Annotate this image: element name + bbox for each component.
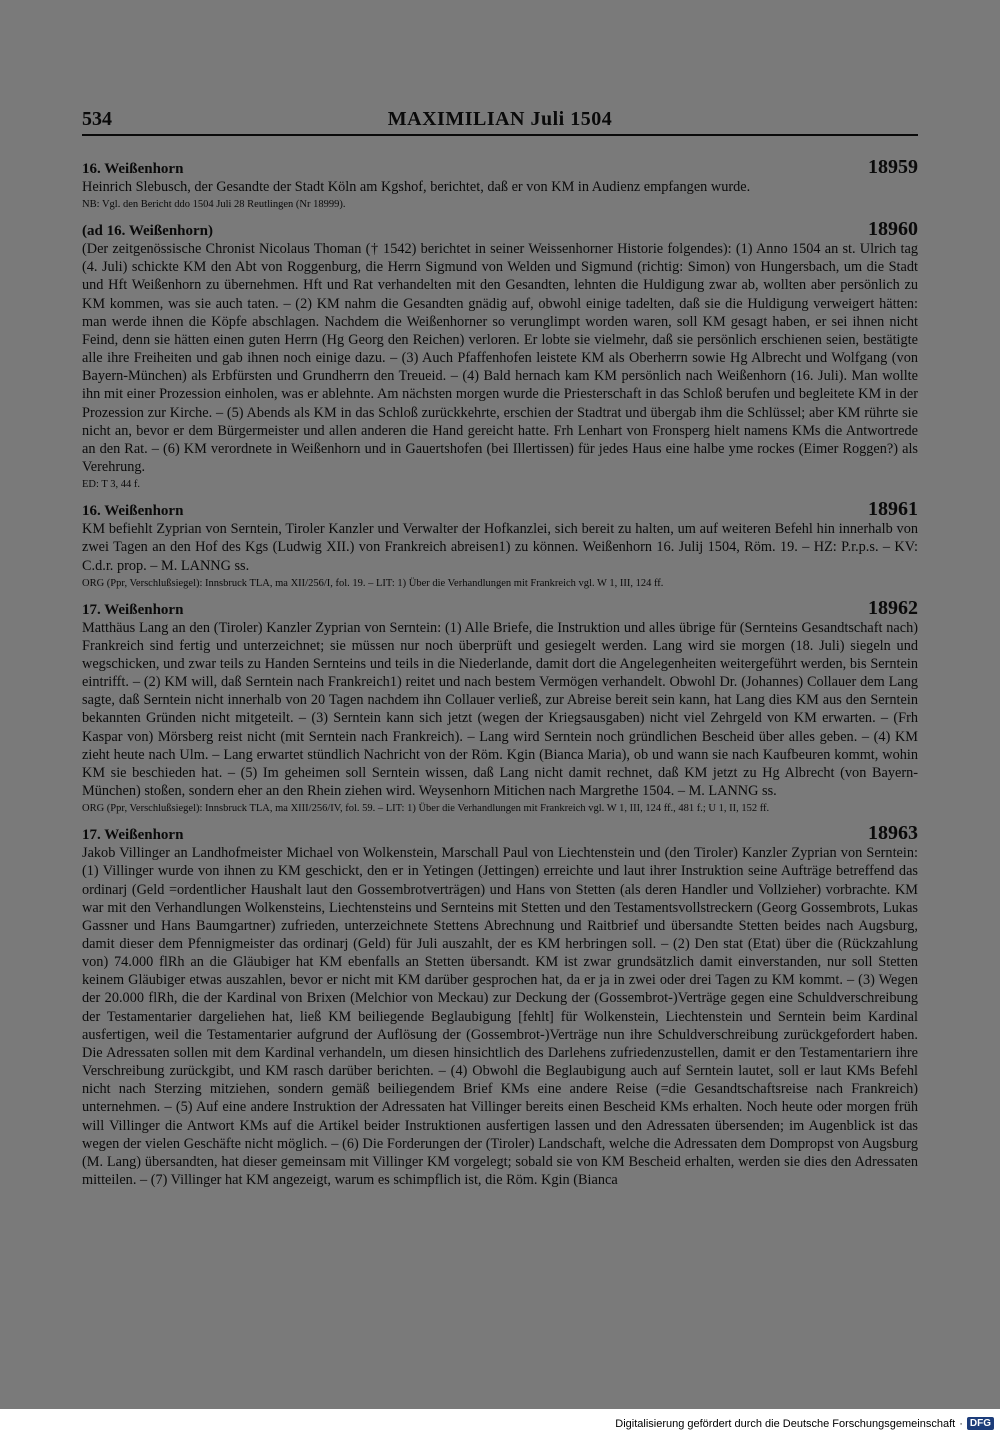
entry-note: ED: T 3, 44 f. — [82, 479, 140, 491]
entry-header — [82, 220, 918, 240]
entries-column — [82, 158, 918, 1197]
entry-date: 17. Weißenhorn — [82, 827, 184, 844]
entry-body: Jakob Villinger an Landhofmeister Michael von Wolkenstein, Marschall Paul von Liechtenstein und (den Tiroler) Kanzler Zyprian von Serntein: (1) Villinger wurde von ihnen zu KM geschickt, den er in Yetingen (Jettingen) erreichte und laut ihrer Instruktion seine Aufträge betreffend das ordinarj (Geld =ordentlicher Haushalt laut den Gossembrotverträgen) und Hans von Stetten (als deren Handler und Vollzieher) vorbrachte. KM war mit den Verhandlungen Wolkensteins, Liechtensteins und Sernteins mit Stetten und den Testamentsvollstreckern (Georg Gossembrots, Lukas Gassner und Hans Baumgartner) zufrieden, unterzeichnete Stettens Abrechnung und Raitbrief und übersandte Stetten beides nach Augsburg, damit dieser dem Pfennigmeister das ordinarj (Geld) für Juli auszahlt, der es KM herbringen soll. – (2) Den stat (Etat) über die (Rückzahlung von) 74.000 flRh an die Gläubiger hat KM ebenfalls an Stetten übersandt. KM ist zwar grundsätzlich damit einverstanden, nur soll Stetten keinem Gläubiger etwas auszahlen, bevor er nicht mit KM darüber gesprochen hat, da er ja in zwei oder drei Tagen zu KM kommt. – (3) Wegen der 20.000 flRh, die der Kardinal von Brixen (Melchior von Meckau) zur Deckung der (Gossembrot-)Verträge gegen eine Schuldverschreibung der Testamentarier dargeliehen hat, ließ KM beiliegende Beglaubigung [fehlt] für Wolkenstein, Liechtenstein und Serntein beim Kardinal ausfertigen, weil die Testamentarier aufgrund der Auflösung der (Gossembrot-)Verträge nun ihre Schuldverschreibung zurückgefordert haben. Die Adressaten sollen mit dem Kardinal verhandeln, um diesen hinsichtlich des Darlehens zufriedenzustellen, damit er den Testamentariern ihre Verschreibung zurückgibt, und KM rasch darüber berichten. – (4) Obwohl die Beglaubigung auch auf Serntein lautet, soll er laut KMs Befehl nicht nach Sterzing mitziehen, sondern gemäß beiliegendem Brief KMs eine andere Reise (=die Gesandtschaftsreise nach Frankreich) unternehmen. – (5) Auf eine andere Instruktion der Adressaten hat Villinger bereits einen Bescheid KMs erhalten. Noch heute oder morgen früh will Villinger die Antwort KMs auf die Artikel beider Instruktionen ausfertigen lassen und den Adressaten übersenden; im Augenblick ist das wegen der vielen Geschäfte nicht möglich. – (6) Die Forderungen der (Tiroler) Landschaft, welche die Adressaten dem Dompropst von Augsburg (M. Lang) übersandten, hat dieser gemeinsam mit Villinger KM vorgelegt; sobald sie von KM Bescheid erhalten, werden sie dies den Adressaten mitteilen. – (7) Villinger hat KM angezeigt, warum es schimpflich ist, die Röm. Kgin (Bianca — [82, 845, 918, 1189]
entry-date: 16. Weißenhorn — [82, 161, 184, 177]
page-number: 534 — [82, 108, 112, 130]
entry-18963 — [82, 824, 918, 1189]
entry-number: 18960 — [868, 218, 918, 241]
entry-date: 17. Weißenhorn — [82, 601, 184, 618]
page-header — [82, 108, 918, 134]
header-rule — [82, 134, 918, 136]
entry-18960 — [82, 220, 918, 492]
entry-note: ORG (Ppr, Verschlußsiegel): Innsbruck TLA, ma XII/256/I, fol. 19. – LIT: 1) Über die Verhandlungen mit Frankreich vgl. W 1, III, 124 ff. — [82, 577, 664, 589]
entry-header — [82, 158, 918, 178]
dfg-logo-icon: DFG — [967, 1417, 994, 1430]
entry-header — [82, 824, 918, 844]
entry-number: 18962 — [868, 596, 918, 619]
entry-18959 — [82, 158, 918, 212]
entry-date: 16. Weißenhorn — [82, 503, 184, 520]
dfg-footer: Digitalisierung gefördert durch die Deutsche Forschungsgemeinschaft · DFG — [615, 1417, 994, 1430]
entry-body: (Der zeitgenössische Chronist Nicolaus Thoman († 1542) berichtet in seiner Weissenhorner Historie folgendes): (1) Anno 1504 an st. Ulrich tag (4. Juli) schickte KM den Abt von Roggenburg, die Herrn Sigmund von Welden und Sigmund (richtig: Simon) von Hungersbach, um die Stadt und Hft Weißenhorn zu übernehmen. Hft und Rat verhandelten mit den Gesandten, lehnten die Huldigung zwar ab, wollten aber persönlich zu KM kommen, was sie auch taten. – (2) KM nahm die Gesandten gnädig auf, obwohl einige tadelten, daß sie die Huldigung verweigert hätten: man werde ihnen die Köpfe abschlagen. Nachdem die Weißenhorner so verunglimpt worden waren, soll KM gesagt haben, er sei ihnen nicht Feind, denn sie hätten einen guten Herrn (Hg Georg den Reichen) verloren. Er lobte sie vielmehr, daß sie persönlich erschienen seien, bestätigte alle ihre Freiheiten und gab ihnen noch einige dazu. – (3) Auch Pfaffenhofen leistete KM als Oberherrn sowie Hg Albrecht und Wolfgang (von Bayern-München) als Erbfürsten und Grundherrn den Treueid. – (4) Bald hernach kam KM persönlich nach Weißenhorn (16. Juli). Man wollte ihn mit einer Prozession einholen, was er ablehnte. Am nächsten morgen wurde die Priesterschaft in das Schloß berufen und begleitete KM in der Prozession zur Kirche. – (5) Abends als KM in das Schloß zurückkehrte, erschien der Stadtrat und übergab ihm die Schlüssel; aber KM rührte sie nicht an, bevor er dem Bürgermeister und allen anderen die Hand gereicht hatte. Frh Lenhart von Fronsperg hielt namens KMs die Antwortrede an den Rat. – (6) KM verordnete in Weißenhorn und in Gauertshofen (bei Illertissen) für jedes Haus eine halbe yme rockes (Eimer Roggen?) als Verehrung. — [82, 241, 918, 476]
entry-body: Matthäus Lang an den (Tiroler) Kanzler Zyprian von Serntein: (1) Alle Briefe, die Instruktion und alles übrige für (Sernteins Gesandtschaft nach) Frankreich sind fertig und unterzeichnet; sie müssen nur noch überprüft und gesiegelt werden. Lang wird sie morgen (18. Juli) siegeln und wegschicken, und zwar teils zu Handen Sernteins und teils in die Niederlande, damit dort die Angelegenheiten weitergeführt werden, bis Serntein eintrifft. – (2) KM will, daß Serntein nach Frankreich1) reitet und nach bestem Vermögen verhandelt. Obwohl Dr. (Johannes) Collauer dem Lang sagte, daß Serntein nicht innerhalb von 20 Tagen nachdem ihn Collauer verließ, zur Abreise bereit sein kann, hat Lang dies KM aus den Serntein bekannten Gründen nicht mitgeteilt. – (3) Serntein kann sich jetzt (wegen der Kriegsausgaben) nicht viel Zehrgeld von KM erwarten. – (Frh Kaspar von) Mörsberg reist nicht (mit Serntein nach Frankreich). – Lang wird Serntein noch gründlichen Bescheid über alles geben. – (4) KM zieht heute nach Ulm. – Lang erwartet stündlich Nachricht von der Röm. Kgin (Bianca Maria), ob und wann sie nach Kaufbeuren kommt, wohin KM sie beschieden hat. – (5) Im geheimen soll Serntein wissen, daß Lang nicht damit rechnet, daß KM jetzt zu Hg Albrecht (von Bayern-München) stoßen, sondern eher an den Rhein ziehen wird. Weysenhorn Mitichen nach Margrethe 1504. – M. LANNG ss. — [82, 619, 918, 800]
entry-18961 — [82, 500, 918, 590]
entry-note: ORG (Ppr, Verschlußsiegel): Innsbruck TLA, ma XIII/256/IV, fol. 59. – LIT: 1) Über die Verhandlungen mit Frankreich vgl. W 1, III, 124 ff., 481 f.; U 1, II, 152 ff. — [82, 803, 770, 815]
entry-number: 18963 — [868, 822, 918, 845]
running-title: MAXIMILIAN Juli 1504 — [387, 108, 613, 130]
entry-header — [82, 596, 918, 619]
entry-note: NB: Vgl. den Bericht ddo 1504 Juli 28 Reutlingen (Nr 18999). — [82, 199, 346, 211]
entry-number: 18961 — [868, 498, 918, 521]
entry-header — [82, 500, 918, 520]
entry-body: KM befiehlt Zyprian von Serntein, Tiroler Kanzler und Verwalter der Hofkanzlei, sich bereit zu halten, um auf weiteren Befehl hin innerhalb von zwei Tagen an den Hof des Kgs (Ludwig XII.) von Frankreich abreisen1) zu können. Weißenhorn 16. Julij 1504, Röm. 19. – HZ: P.r.p.s. – KV: C.d.r. prop. – M. LANNG ss. — [82, 521, 918, 574]
footer-text: Digitalisierung gefördert durch die Deutsche Forschungsgemeinschaft — [615, 1417, 956, 1430]
entry-date: (ad 16. Weißenhorn) — [82, 223, 213, 240]
entry-18962 — [82, 596, 918, 817]
entry-number: 18959 — [868, 156, 918, 178]
entry-body: Heinrich Slebusch, der Gesandte der Stadt Köln am Kgshof, berichtet, daß er von KM in Audienz empfangen wurde. — [82, 179, 751, 195]
